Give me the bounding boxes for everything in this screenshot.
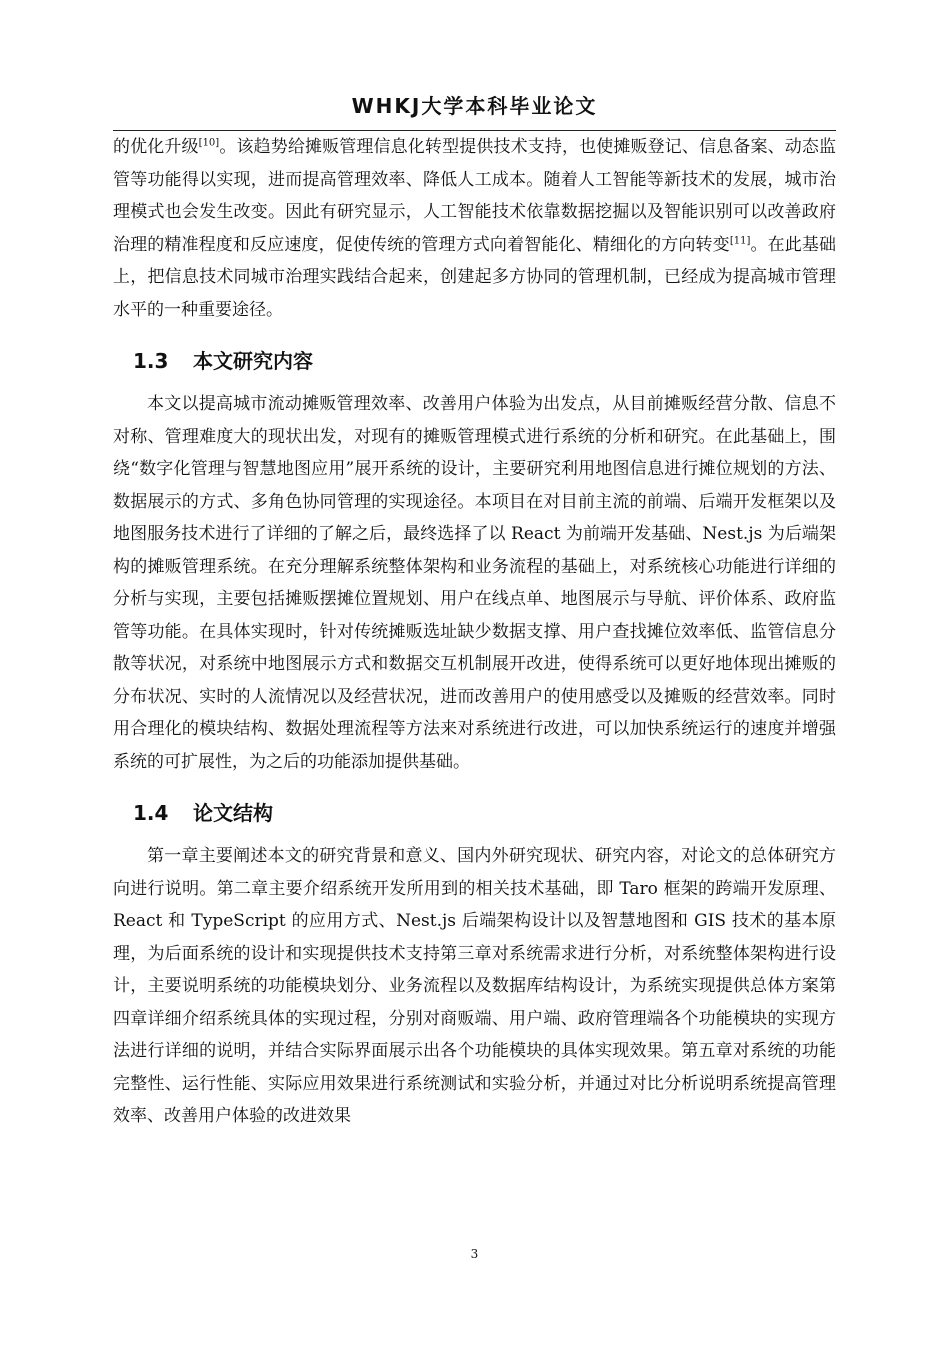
page-body — [113, 131, 836, 1133]
paragraph-text: 第一章主要阐述本文的研究背景和意义、国内外研究现状、研究内容，对论文的总体研究方向进行说明。第二章主要介绍系统开发所用到的相关技术基础，即 Taro 框架的跨端开发原理、React 和 TypeScript 的应用方式、Nest.js 后端架构设计以及智慧地图和 GIS 技术的基本原理，为后面系统的设计和实现提供技术支持第三章对系统需求进行分析，对系统整体架构进行设计，主要说明系统的功能模块划分、业务流程以及数据库结构设计，为系统实现提供总体方案第四章详细介绍系统具体的实现过程，分别对商贩端、用户端、政府管理端各个功能模块的实现方法进行详细的说明，并结合实际界面展示出各个功能模块的具体实现效果。第五章对系统的功能完整性、运行性能、实际应用效果进行系统测试和实验分析，并通过对比分析说明系统提高管理效率、改善用户体验的改进效果 — [113, 846, 836, 1126]
page-number: 3 — [470, 1247, 479, 1261]
section-title: 论文结构 — [193, 801, 273, 825]
body-paragraph — [113, 131, 836, 326]
citation-reference: [10] — [198, 137, 220, 149]
paragraph-text: 。该趋势给摊贩管理信息化转型提供技术支持，也使摊贩登记、信息备案、动态监管等功能得以实现，进而提高管理效率、降低人工成本。随着人工智能等新技术的发展，城市治理模式也会发生改变。因此有研究显示，人工智能技术依靠数据挖掘以及智能识别可以改善政府治理的精准程度和反应速度，促使传统的管理方式向着智能化、精细化的方向转变 — [113, 137, 837, 255]
body-paragraph — [113, 840, 836, 1133]
paragraph-text: 本文以提高城市流动摊贩管理效率、改善用户体验为出发点，从目前摊贩经营分散、信息不对称、管理难度大的现状出发，对现有的摊贩管理模式进行系统的分析和研究。在此基础上，围绕“数字化管理与智慧地图应用”展开系统的设计，主要研究利用地图信息进行摊位规划的方法、数据展示的方式、多角色协同管理的实现途径。本项目在对目前主流的前端、后端开发框架以及地图服务技术进行了详细的了解之后，最终选择了以 React 为前端开发基础、Nest.js 为后端架构的摊贩管理系统。在充分理解系统整体架构和业务流程的基础上，对系统核心功能进行详细的分析与实现，主要包括摊贩摆摊位置规划、用户在线点单、地图展示与导航、评价体系、政府监管等功能。在具体实现时，针对传统摊贩选址缺少数据支撑、用户查找摊位效率低、监管信息分散等状况，对系统中地图展示方式和数据交互机制展开改进，使得系统可以更好地体现出摊贩的分布状况、实时的人流情况以及经营状况，进而改善用户的使用感受以及摊贩的经营效率。同时用合理化的模块结构、数据处理流程等方法来对系统进行改进，可以加快系统运行的速度并增强系统的可扩展性，为之后的功能添加提供基础。 — [113, 394, 836, 772]
running-header: WHKJ大学本科毕业论文 — [351, 94, 598, 118]
body-paragraph — [113, 388, 836, 778]
section-number: 1.4 — [133, 801, 169, 825]
section-heading — [113, 786, 836, 840]
citation-reference: [11] — [729, 234, 751, 246]
paragraph-text: 。在此基础上，把信息技术同城市治理实践结合起来，创建起多方协同的管理机制，已经成为提高城市管理水平的一种重要途径。 — [113, 234, 837, 320]
section-title: 本文研究内容 — [193, 349, 313, 373]
section-heading — [113, 334, 836, 388]
paragraph-text: 的优化升级 — [113, 137, 199, 157]
section-number: 1.3 — [133, 349, 169, 373]
